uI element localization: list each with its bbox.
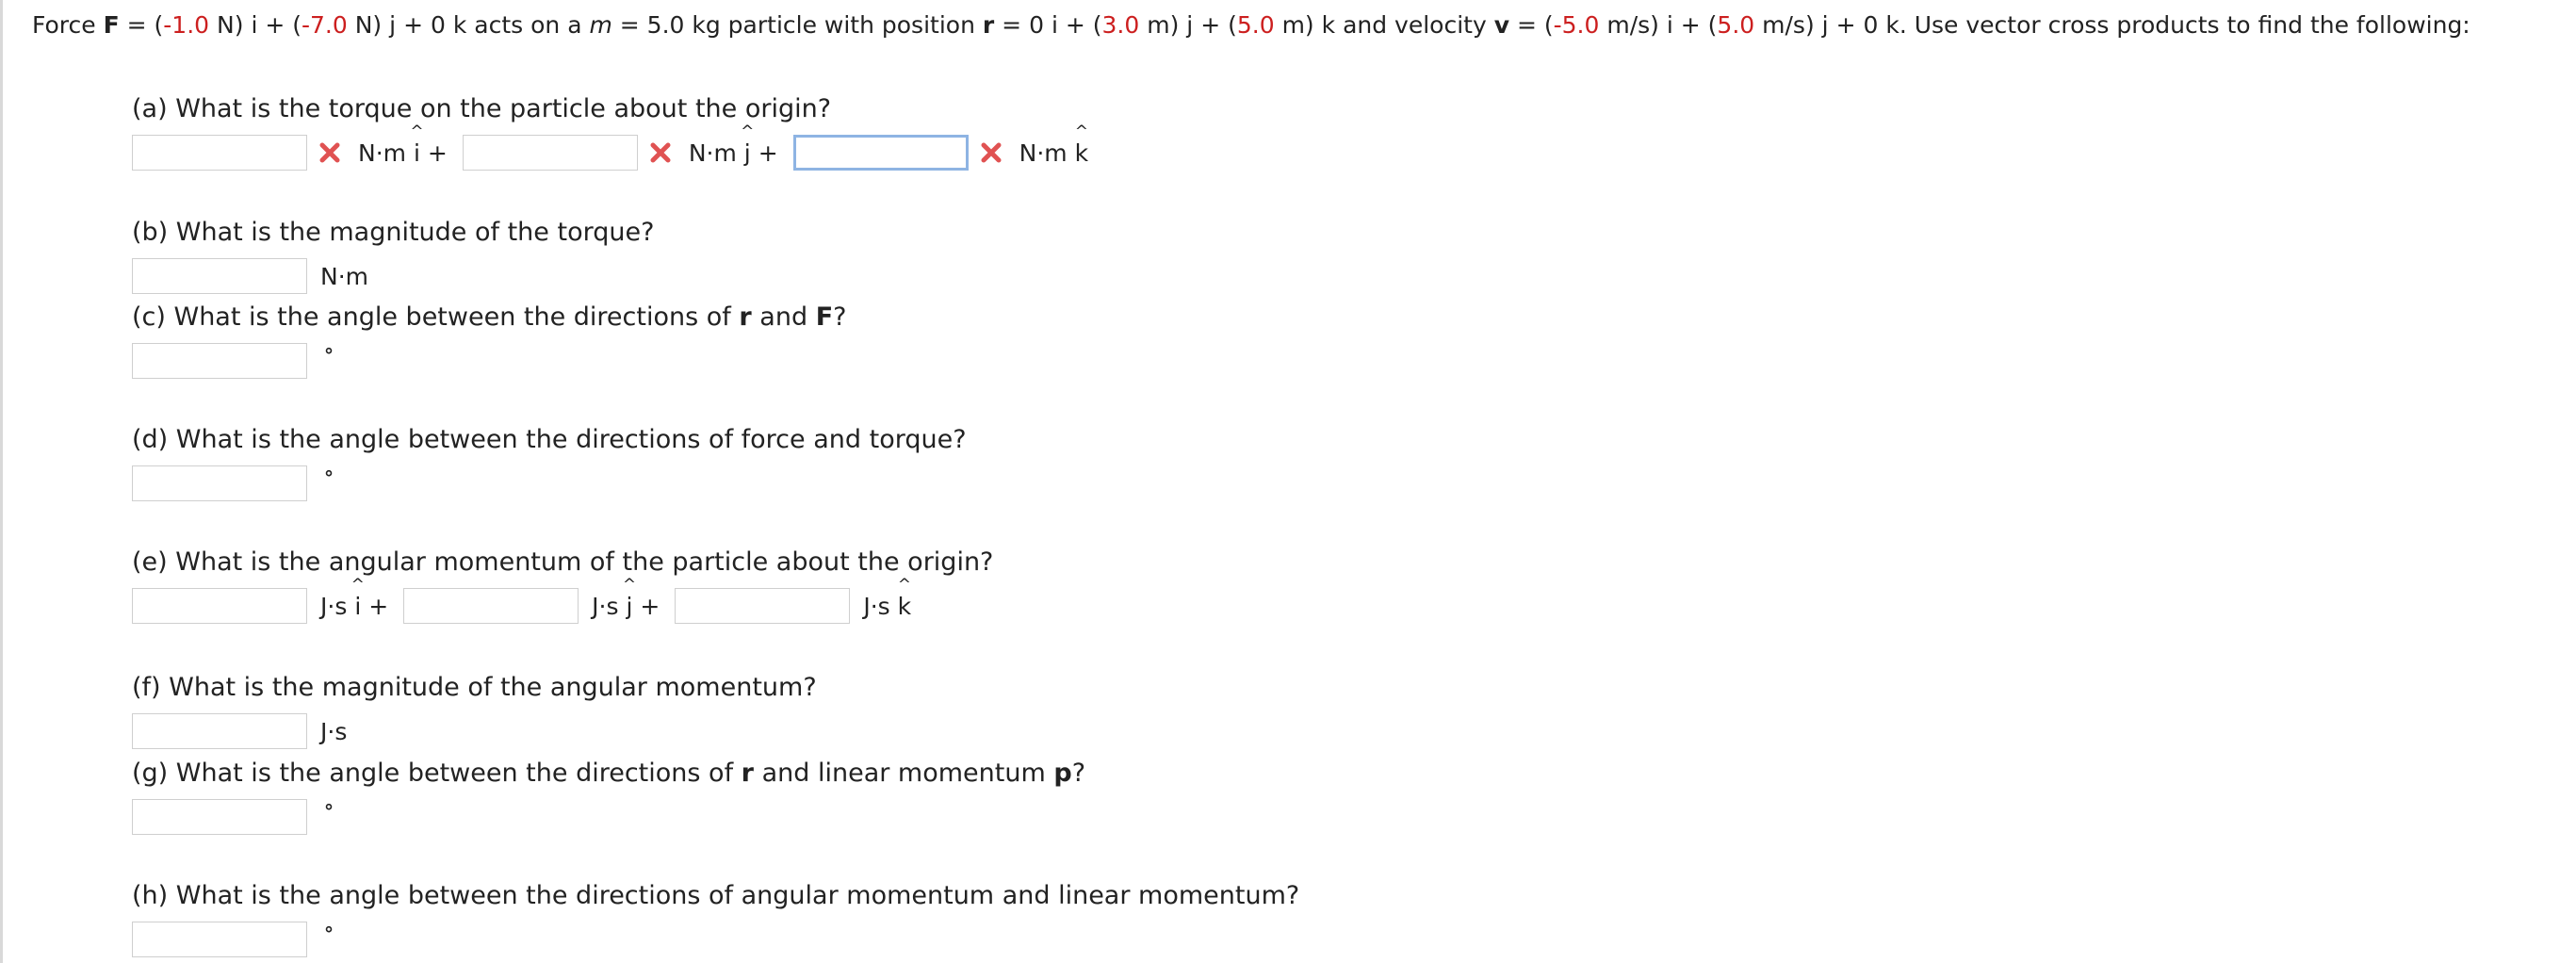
part-a-z-input[interactable]	[793, 135, 969, 171]
part-c	[132, 301, 846, 382]
part-c-input[interactable]	[132, 343, 307, 379]
part-e-x-input[interactable]	[132, 588, 307, 624]
symbol-p: p	[1053, 759, 1072, 788]
part-b-question: (b) What is the magnitude of the torque?	[132, 218, 655, 247]
part-h-question: (h) What is the angle between the directions of angular momentum and linear momentum?	[132, 881, 1300, 910]
k-hat-symbol: ^ k	[1322, 6, 1335, 44]
part-g-input[interactable]	[132, 799, 307, 835]
part-c-question	[132, 301, 846, 335]
part-g	[132, 757, 1085, 838]
position-z-value: 5.0	[1236, 11, 1275, 39]
part-b-answer-row	[132, 255, 654, 297]
part-e	[132, 546, 993, 627]
part-b-unit: N·m	[320, 262, 369, 290]
i-hat-symbol: ^ i	[354, 593, 361, 620]
part-a-answer-row	[132, 132, 1103, 173]
symbol-r: r	[739, 302, 752, 332]
part-a	[132, 92, 1103, 173]
question-mark: ?	[1071, 759, 1086, 788]
unit-text: N·m	[688, 139, 737, 167]
problem-statement	[32, 6, 2538, 44]
symbol-force-F: F	[103, 11, 120, 39]
part-a-x-unit	[358, 139, 448, 167]
i-hat-symbol: ^ i	[1667, 6, 1673, 44]
plus-sign: +	[368, 592, 389, 620]
unit-text: N·m	[1019, 139, 1068, 167]
degree-symbol: °	[324, 800, 334, 823]
text-eq: = (	[126, 11, 164, 39]
part-a-x-input[interactable]	[132, 135, 307, 171]
part-b	[132, 216, 654, 297]
question-text: and	[759, 302, 808, 332]
text-force: Force	[32, 11, 96, 39]
degree-symbol: °	[324, 466, 334, 489]
text-plus: + 0	[1835, 11, 1879, 39]
k-hat-symbol: ^ k	[1075, 139, 1088, 167]
velocity-x-value: -5.0	[1553, 11, 1600, 39]
text-unit: N)	[217, 11, 244, 39]
part-f-answer-row	[132, 710, 817, 752]
symbol-F: F	[815, 302, 834, 332]
part-h-answer-row	[132, 919, 1299, 960]
text-unit: m/s)	[1762, 11, 1815, 39]
part-e-z-unit	[863, 593, 911, 620]
part-a-question: (a) What is the torque on the particle about the origin?	[132, 94, 832, 123]
part-e-y-unit	[592, 593, 660, 620]
plus-sign: +	[758, 139, 778, 167]
text-plus: + (	[1065, 11, 1102, 39]
text-plus: + (	[1200, 11, 1237, 39]
part-d-question: (d) What is the angle between the directions of force and torque?	[132, 425, 967, 454]
symbol-mass-m: m	[589, 11, 612, 39]
text-eq: = (	[1516, 11, 1554, 39]
question-mark: ?	[833, 302, 847, 332]
force-y-value: -7.0	[302, 11, 348, 39]
part-f-question: (f) What is the magnitude of the angular momentum?	[132, 673, 817, 702]
k-hat-symbol: ^ k	[898, 593, 911, 620]
incorrect-x-icon	[649, 141, 672, 164]
part-f-unit: J·s	[320, 717, 348, 745]
part-a-y-input[interactable]	[463, 135, 638, 171]
k-hat-symbol: ^ k	[1885, 6, 1899, 44]
text-unit: N)	[354, 11, 383, 39]
page-border	[0, 0, 3, 963]
text-plus: + (	[1680, 11, 1718, 39]
part-g-answer-row	[132, 796, 1085, 838]
position-y-value: 3.0	[1101, 11, 1140, 39]
j-hat-symbol: ^ j	[1822, 6, 1829, 44]
symbol-velocity-v: v	[1493, 11, 1509, 39]
text-plus: + 0	[403, 11, 446, 39]
part-g-question	[132, 757, 1085, 791]
text-instructions: . Use vector cross products to find the following:	[1899, 11, 2470, 39]
part-d-answer-row	[132, 463, 967, 504]
text-unit: m/s)	[1606, 11, 1659, 39]
part-b-input[interactable]	[132, 258, 307, 294]
symbol-position-r: r	[982, 11, 995, 39]
degree-symbol: °	[324, 344, 334, 367]
part-h	[132, 879, 1299, 960]
i-hat-symbol: ^ i	[1052, 6, 1058, 44]
j-hat-symbol: ^ j	[389, 6, 396, 44]
text-velocity: and velocity	[1343, 11, 1487, 39]
part-d-input[interactable]	[132, 465, 307, 501]
part-f	[132, 671, 817, 752]
j-hat-symbol: ^ j	[1186, 6, 1193, 44]
i-hat-symbol: ^ i	[414, 139, 420, 167]
unit-text: J·s	[320, 592, 348, 620]
question-text: (c) What is the angle between the directions of	[132, 302, 731, 332]
part-d	[132, 423, 967, 504]
part-e-z-input[interactable]	[675, 588, 850, 624]
degree-symbol: °	[324, 922, 334, 945]
unit-text: N·m	[358, 139, 407, 167]
plus-sign: +	[427, 139, 448, 167]
part-f-input[interactable]	[132, 713, 307, 749]
j-hat-symbol: ^ j	[626, 593, 632, 620]
text-mass: = 5.0 kg particle with position	[619, 11, 975, 39]
force-x-value: -1.0	[163, 11, 210, 39]
part-a-y-unit	[689, 139, 778, 167]
unit-text: J·s	[863, 592, 890, 620]
text-acts: acts on a	[474, 11, 582, 39]
part-c-answer-row	[132, 340, 846, 382]
text-plus: + (	[265, 11, 302, 39]
symbol-r: r	[741, 759, 754, 788]
unit-text: J·s	[592, 592, 619, 620]
j-hat-symbol: ^ j	[744, 139, 751, 167]
text-unit: m)	[1281, 11, 1314, 39]
part-e-y-input[interactable]	[403, 588, 579, 624]
i-hat-symbol: ^ i	[251, 6, 257, 44]
part-h-input[interactable]	[132, 922, 307, 957]
text-eq: = 0	[1002, 11, 1044, 39]
incorrect-x-icon	[318, 141, 341, 164]
text-unit: m)	[1147, 11, 1180, 39]
plus-sign: +	[640, 592, 660, 620]
incorrect-x-icon	[980, 141, 1003, 164]
question-text: (g) What is the angle between the directions of	[132, 759, 734, 788]
k-hat-symbol: ^ k	[453, 6, 466, 44]
part-a-z-unit	[1019, 139, 1088, 167]
part-e-question: (e) What is the angular momentum of the particle about the origin?	[132, 547, 994, 577]
part-e-answer-row	[132, 585, 993, 627]
question-text: and linear momentum	[761, 759, 1046, 788]
part-e-x-unit	[320, 593, 388, 620]
velocity-y-value: 5.0	[1717, 11, 1755, 39]
